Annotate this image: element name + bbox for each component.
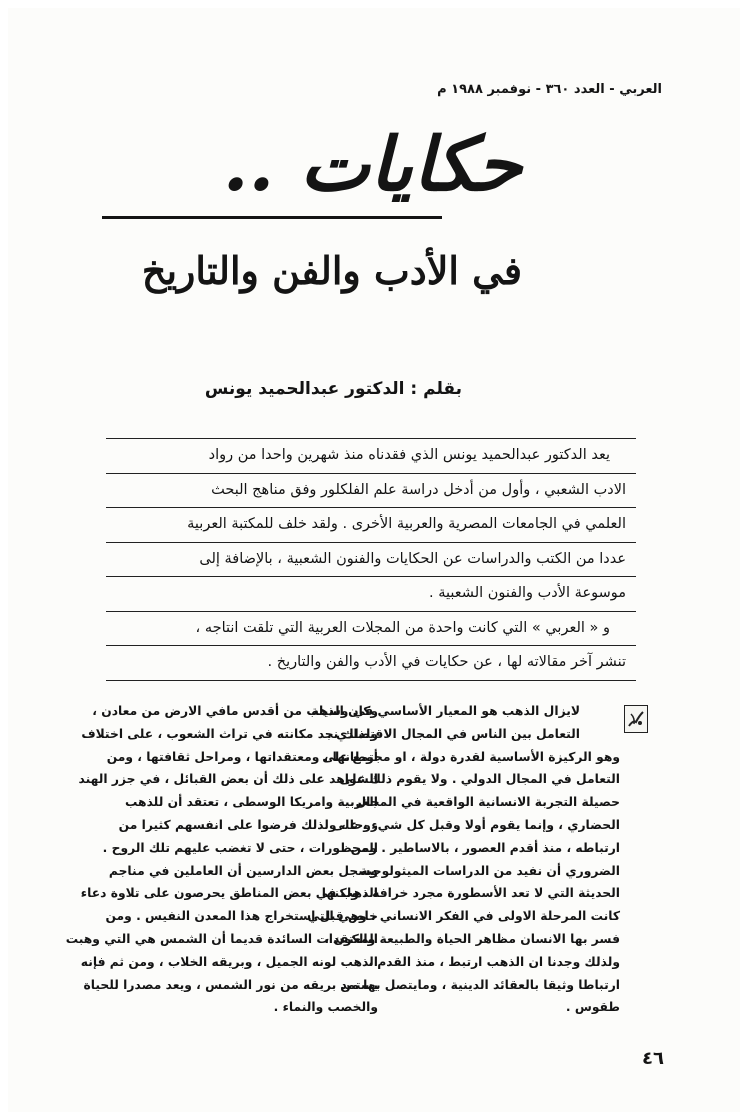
- intro-line: و « العربي » التي كانت واحدة من المجلات العربية التي تلقت انتاجه ،: [106, 612, 636, 647]
- column-line: وسجل بعض الدارسين أن العاملين في مناجم: [108, 863, 378, 878]
- article-column-left: [65, 700, 378, 1019]
- intro-line: العلمي في الجامعات المصرية والعربية الأخرى . ولقد خلف للمكتبة العربية: [106, 508, 636, 543]
- column-line: ارتباطه ، منذ أقدم العصور ، بالاساطير . ومن: [350, 840, 620, 855]
- intro-line: موسوعة الأدب والفنون الشعبية .: [106, 577, 636, 612]
- column-line: وكان الذهب من أقدس مافي الارض من معادن ،: [92, 704, 378, 718]
- column-line: والخصب والنماء .: [273, 1000, 378, 1015]
- column-line: روحا ، ولذلك فرضوا على انفسهم كثيرا من: [118, 817, 378, 832]
- column-line: الضروري أن نفيد من الدراسات الميثولوجية: [360, 863, 620, 878]
- column-line: الحضاري ، وإنما يقوم أولا وقبل كل شيء ، على: [332, 817, 620, 832]
- column-line: طقوس .: [565, 1000, 620, 1015]
- column-line: المعتقدات السائدة قديما أن الشمس هي التي وهبت: [65, 931, 378, 946]
- column-line: التعامل بين الناس في المجال الاقتصادي ،: [327, 726, 580, 741]
- column-line: التعامل في المجال الدولي . ولا يقوم ذلك على: [339, 772, 620, 787]
- column-line: ولذلك وجدنا ان الذهب ارتبط ، منذ القدم ،: [368, 954, 620, 969]
- intro-line: الادب الشعبي ، وأول من أدخل دراسة علم الفلكلور وفق مناهج البحث: [106, 474, 636, 509]
- column-line: المحظورات ، حتى لا تغضب عليهم تلك الروح .: [102, 840, 378, 855]
- magazine-page: [8, 8, 740, 1112]
- column-line: الحديثة التي لا تعد الأسطورة مجرد خرافة ، ولكنها: [321, 886, 620, 901]
- column-line: يستمد بريقه من نور الشمس ، ويعد مصدرا للحياة: [83, 977, 378, 992]
- column-line: خاص قبل استخراج هذا المعدن النفيس . ومن: [105, 909, 378, 924]
- article-title: حكايات ..: [222, 122, 522, 208]
- column-line: الغربية وامريكا الوسطى ، تعتقد أن للذهب: [125, 795, 378, 810]
- column-line: أوطانها ، ومعتقداتها ، ومراحل ثقافتها ، ومن: [106, 749, 378, 764]
- column-line: الذهب لونه الجميل ، وبريقه الخلاب ، ومن ثم فإنه: [80, 954, 378, 969]
- article-subtitle: في الأدب والفن والتاريخ: [141, 248, 522, 293]
- page-number: ٤٦: [642, 1048, 664, 1069]
- author-byline: بقلم : الدكتور عبدالحميد يونس: [204, 379, 462, 399]
- column-line: الذهب في بعض المناطق يحرصون على تلاوة دعاء: [80, 886, 378, 901]
- decorative-emblem-icon: [624, 705, 648, 733]
- title-underline: [102, 216, 442, 219]
- issue-header: العربي - العدد ٣٦٠ - نوفمبر ١٩٨٨ م: [437, 82, 662, 97]
- intro-line: تنشر آخر مقالاته لها ، عن حكايات في الأدب والفن والتاريخ .: [106, 646, 636, 681]
- intro-line: يعد الدكتور عبدالحميد يونس الذي فقدناه منذ شهرين واحدا من رواد: [106, 439, 636, 474]
- column-line: لايزال الذهب هو المعيار الأساسي في وسيلة: [311, 704, 580, 718]
- column-line: وهو الركيزة الأساسية لقدرة دولة ، او مجتمع على: [322, 749, 620, 764]
- column-line: حصيلة التجربة الانسانية الواقعية في المجال: [355, 795, 620, 810]
- column-line: الشواهد على ذلك أن بعض القبائل ، في جزر الهند: [78, 772, 378, 787]
- column-line: كانت المرحلة الاولى في الفكر الانساني ، وهي التي: [307, 909, 620, 924]
- column-line: ارتباطا وثيقا بالعقائد الدينية ، ومايتصل بها من: [340, 977, 620, 992]
- intro-box: [106, 438, 636, 681]
- column-line: ولذلك نجد مكانته في تراث الشعوب ، على اختلاف: [81, 726, 378, 741]
- intro-line: عددا من الكتب والدراسات عن الحكايات والفنون الشعبية ، بالإضافة إلى: [106, 543, 636, 578]
- column-line: فسر بها الانسان مظاهر الحياة والطبيعة والكون ،: [324, 931, 620, 946]
